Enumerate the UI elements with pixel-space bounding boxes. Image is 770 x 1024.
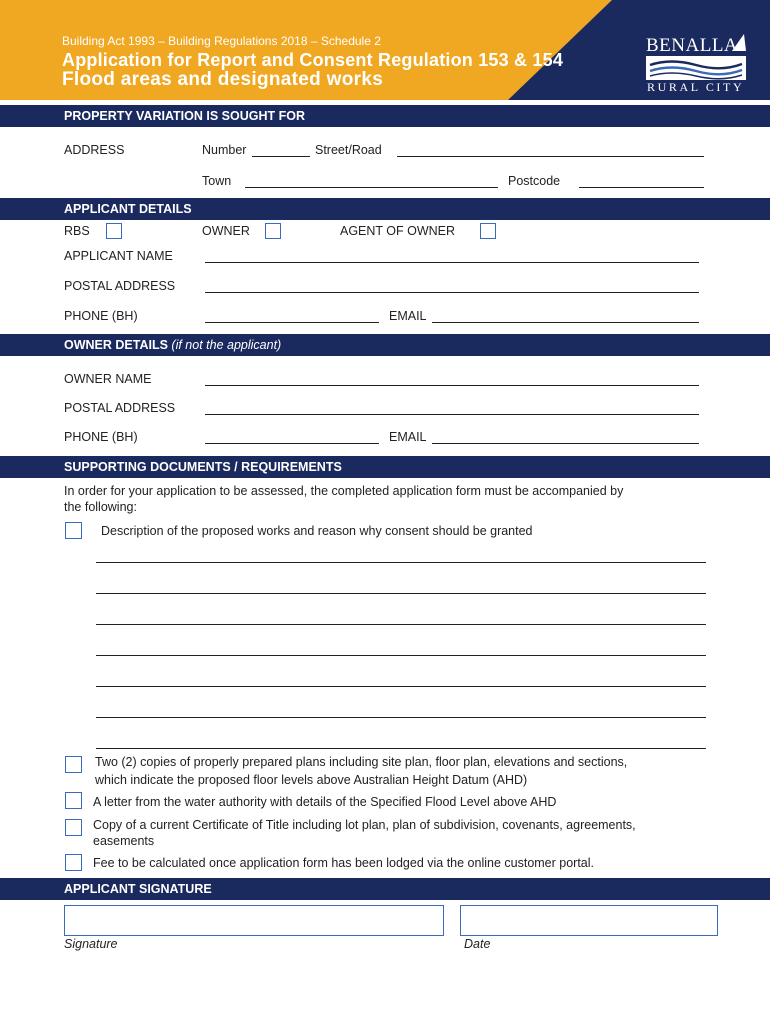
agent-checkbox[interactable] bbox=[480, 223, 496, 239]
form-title: Application for Report and Consent Regulation 153 & 154 bbox=[62, 50, 564, 70]
town-field[interactable] bbox=[245, 187, 498, 188]
town-label: Town bbox=[202, 174, 232, 188]
description-line-1[interactable] bbox=[96, 562, 706, 563]
title-item-line2: easements bbox=[93, 834, 155, 848]
description-line-5[interactable] bbox=[96, 686, 706, 687]
supporting-intro-line2: the following: bbox=[64, 500, 137, 514]
number-field[interactable] bbox=[252, 156, 310, 157]
owner-name-label: OWNER NAME bbox=[64, 372, 152, 386]
owner-email-field[interactable] bbox=[432, 443, 699, 444]
owner-phone-field[interactable] bbox=[205, 443, 379, 444]
date-label: Date bbox=[464, 937, 491, 951]
street-field[interactable] bbox=[397, 156, 704, 157]
section-applicant-heading bbox=[0, 198, 770, 220]
owner-phone-label: PHONE (BH) bbox=[64, 430, 138, 444]
postcode-field[interactable] bbox=[579, 187, 704, 188]
number-label: Number bbox=[202, 143, 247, 157]
owner-postal-label: POSTAL ADDRESS bbox=[64, 401, 176, 415]
applicant-postal-field[interactable] bbox=[205, 292, 699, 293]
plans-item-line1: Two (2) copies of properly prepared plans including site plan, floor plan, elevations and sections, bbox=[95, 755, 628, 769]
section-property-heading bbox=[0, 105, 770, 127]
section-owner-heading bbox=[0, 334, 770, 356]
section-applicant-heading-text: APPLICANT DETAILS bbox=[64, 202, 192, 216]
description-item: Description of the proposed works and reason why consent should be granted bbox=[101, 524, 533, 538]
logo-subtitle: RURAL CITY bbox=[647, 80, 745, 94]
section-owner-note: (if not the applicant) bbox=[171, 338, 282, 352]
applicant-email-label: EMAIL bbox=[389, 309, 427, 323]
agent-label: AGENT OF OWNER bbox=[340, 224, 456, 238]
applicant-email-field[interactable] bbox=[432, 322, 699, 323]
description-checkbox[interactable] bbox=[65, 522, 82, 539]
plans-item-line2: which indicate the proposed floor levels above Australian Height Datum (AHD) bbox=[95, 773, 528, 787]
date-field[interactable] bbox=[460, 905, 718, 936]
applicant-phone-field[interactable] bbox=[205, 322, 379, 323]
section-signature-heading bbox=[0, 878, 770, 900]
applicant-name-label: APPLICANT NAME bbox=[64, 249, 173, 263]
section-owner-heading-text: OWNER DETAILS bbox=[64, 338, 168, 352]
address-label: ADDRESS bbox=[64, 143, 125, 157]
applicant-phone-label: PHONE (BH) bbox=[64, 309, 138, 323]
section-signature-heading-text: APPLICANT SIGNATURE bbox=[64, 882, 212, 896]
owner-name-field[interactable] bbox=[205, 385, 699, 386]
section-supporting-heading-text: SUPPORTING DOCUMENTS / REQUIREMENTS bbox=[64, 460, 342, 474]
logo-wave-icon bbox=[646, 56, 746, 80]
form-subtitle: Flood areas and designated works bbox=[62, 69, 384, 90]
title-item bbox=[93, 817, 733, 849]
logo-name: BENALLA bbox=[646, 35, 739, 56]
act-reference: Building Act 1993 – Building Regulations 2018 – Schedule 2 bbox=[62, 34, 381, 48]
letter-item: A letter from the water authority with details of the Specified Flood Level above AHD bbox=[93, 795, 557, 809]
supporting-intro bbox=[64, 483, 724, 515]
description-line-3[interactable] bbox=[96, 624, 706, 625]
owner-label: OWNER bbox=[202, 224, 250, 238]
fee-checkbox[interactable] bbox=[65, 854, 82, 871]
signature-field[interactable] bbox=[64, 905, 444, 936]
applicant-postal-label: POSTAL ADDRESS bbox=[64, 279, 176, 293]
description-line-2[interactable] bbox=[96, 593, 706, 594]
supporting-intro-line1: In order for your application to be assessed, the completed application form must be accompanied by bbox=[64, 484, 624, 498]
fee-item: Fee to be calculated once application form has been lodged via the online customer portal. bbox=[93, 856, 595, 870]
description-line-7[interactable] bbox=[96, 748, 706, 749]
logo-triangle-icon bbox=[730, 32, 748, 52]
owner-checkbox[interactable] bbox=[265, 223, 281, 239]
owner-postal-field[interactable] bbox=[205, 414, 699, 415]
applicant-name-field[interactable] bbox=[205, 262, 699, 263]
postcode-label: Postcode bbox=[508, 174, 561, 188]
title-checkbox[interactable] bbox=[65, 819, 82, 836]
plans-item bbox=[95, 753, 725, 789]
street-label: Street/Road bbox=[315, 143, 382, 157]
description-line-6[interactable] bbox=[96, 717, 706, 718]
letter-checkbox[interactable] bbox=[65, 792, 82, 809]
owner-email-label: EMAIL bbox=[389, 430, 427, 444]
plans-checkbox[interactable] bbox=[65, 756, 82, 773]
rbs-checkbox[interactable] bbox=[106, 223, 122, 239]
section-supporting-heading bbox=[0, 456, 770, 478]
title-item-line1: Copy of a current Certificate of Title including lot plan, plan of subdivision, covenants, agreements, bbox=[93, 818, 636, 832]
rbs-label: RBS bbox=[64, 224, 90, 238]
description-line-4[interactable] bbox=[96, 655, 706, 656]
signature-label: Signature bbox=[64, 937, 118, 951]
section-property-heading-text: PROPERTY VARIATION IS SOUGHT FOR bbox=[64, 109, 305, 123]
